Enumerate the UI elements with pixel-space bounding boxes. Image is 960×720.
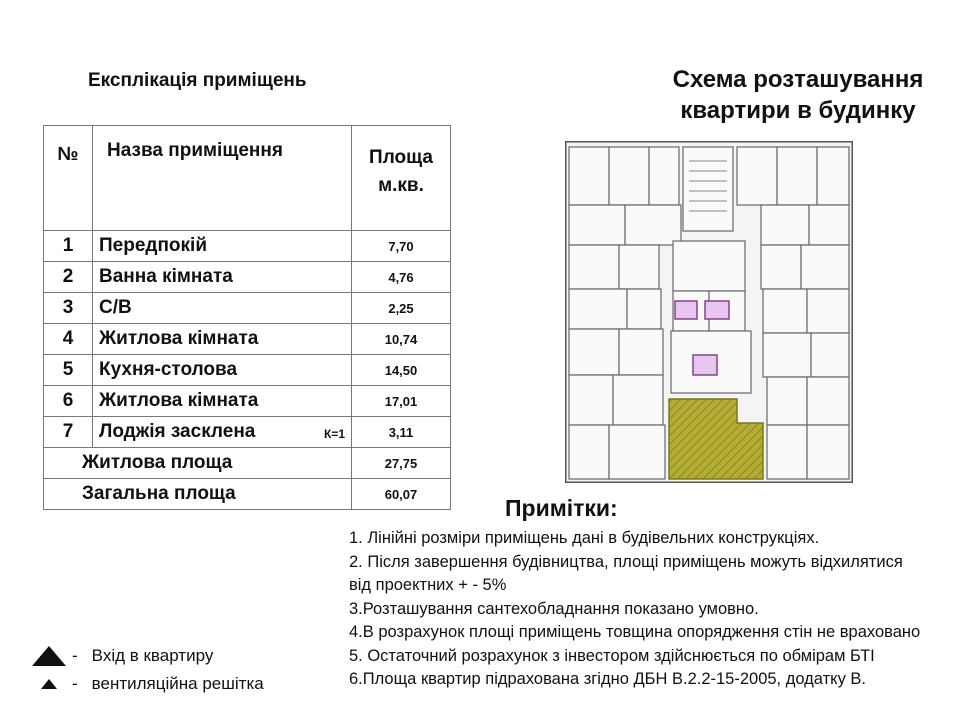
note-item: 1. Лінійні розміри приміщень дані в будівельних конструкціях. [349, 529, 820, 547]
room-number: 3 [44, 293, 93, 324]
legend-vent-label: вентиляційна решітка [91, 674, 264, 693]
room-area: 2,25 [352, 293, 451, 324]
living-area-label: Житлова площа [44, 448, 352, 479]
total-area-label: Загальна площа [44, 479, 352, 510]
room-area: 4,76 [352, 262, 451, 293]
note-item: 5. Остаточний розрахунок з інвестором здійснюється по обмірам БТІ [349, 646, 875, 665]
header-area-line2: м.кв. [378, 175, 424, 196]
floor-plan [565, 141, 853, 483]
table-row [44, 231, 451, 262]
note-item: 6.Площа квартир підрахована згідно ДБН В.2.2-15-2005, додатку В. [349, 670, 866, 688]
legend-entrance [32, 642, 264, 670]
room-name: С/В [93, 293, 352, 324]
room-number: 1 [44, 231, 93, 262]
room-area: 14,50 [352, 355, 451, 386]
room-name-cell [93, 417, 352, 448]
scheme-title-line1: Схема розташування [672, 66, 924, 93]
header-area-line1: Площа [369, 147, 433, 168]
table-row [44, 386, 451, 417]
legend [32, 642, 264, 698]
header-area [352, 126, 451, 231]
total-row [44, 448, 451, 479]
table-row [44, 293, 451, 324]
explication-title: Експлікація приміщень [88, 70, 307, 91]
room-name: Лоджія засклена [99, 421, 256, 442]
scheme-title [640, 64, 956, 126]
room-area: 3,11 [352, 417, 451, 448]
note-item: 2. Після завершення будівництва, площі приміщень можуть відхилятися [349, 552, 903, 571]
room-number: 4 [44, 324, 93, 355]
total-area-value: 60,07 [352, 479, 451, 510]
vent-triangle-icon [41, 679, 57, 689]
room-name: Житлова кімната [93, 324, 352, 355]
legend-entrance-label: Вхід в квартиру [91, 646, 214, 665]
table-row [44, 262, 451, 293]
table-header-row [44, 126, 451, 231]
explication-table [43, 125, 451, 510]
room-number: 7 [44, 417, 93, 448]
table-row [44, 417, 451, 448]
table-row [44, 324, 451, 355]
note-item: 4.В розрахунок площі приміщень товщина опорядження стін не враховано [349, 623, 921, 641]
loggia-coefficient: К=1 [323, 427, 345, 441]
note-item: від проектних + - 5% [349, 576, 507, 594]
room-name: Ванна кімната [93, 262, 352, 293]
header-room-name: Назва приміщення [93, 126, 352, 231]
note-item: 3.Розташування сантехобладнання показано умовно. [349, 599, 759, 618]
legend-dash: - [72, 646, 78, 665]
living-area-value: 27,75 [352, 448, 451, 479]
total-row [44, 479, 451, 510]
room-area: 10,74 [352, 324, 451, 355]
room-name: Передпокій [93, 231, 352, 262]
table-row [44, 355, 451, 386]
room-name: Кухня-столова [93, 355, 352, 386]
room-number: 5 [44, 355, 93, 386]
notes-title: Примітки: [505, 495, 618, 521]
legend-vent [32, 670, 264, 698]
room-name: Житлова кімната [93, 386, 352, 417]
notes-list [349, 527, 959, 692]
room-number: 6 [44, 386, 93, 417]
room-number: 2 [44, 262, 93, 293]
room-area: 17,01 [352, 386, 451, 417]
header-number: № [44, 126, 93, 231]
scheme-title-line2: квартири в будинку [680, 97, 916, 124]
room-area: 7,70 [352, 231, 451, 262]
entrance-triangle-icon [32, 646, 66, 666]
legend-dash: - [72, 674, 78, 693]
